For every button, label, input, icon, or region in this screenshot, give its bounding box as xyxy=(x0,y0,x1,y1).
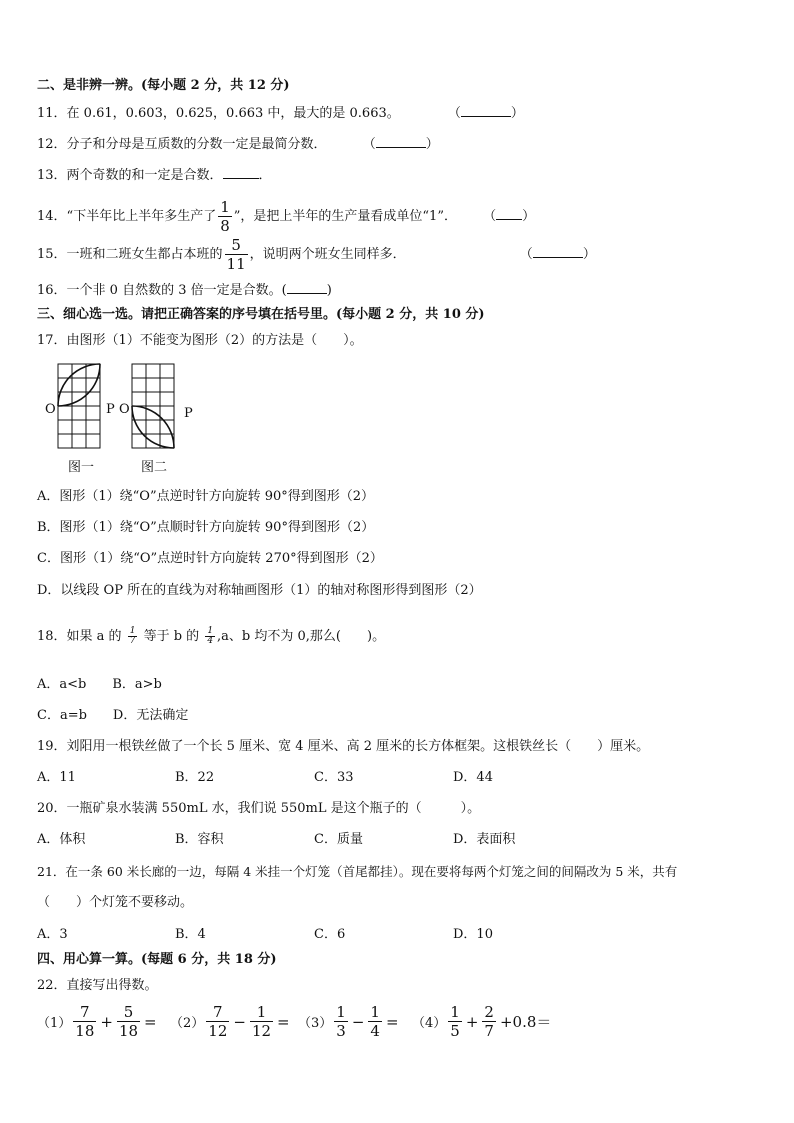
question-15-post: ，说明两个班女生同样多． xyxy=(249,247,406,262)
fraction xyxy=(448,1003,462,1040)
answer-blank-14[interactable] xyxy=(496,207,522,220)
denominator: 7 xyxy=(129,636,136,646)
numerator: 1 xyxy=(250,1003,273,1022)
question-11-text: 11．在 0.61，0.603，0.625，0.663 中，最大的是 0.663。 xyxy=(37,106,400,121)
option-19-a[interactable]: A．11 xyxy=(37,770,76,785)
answer-paren-close: ) xyxy=(326,283,332,298)
option-17-d[interactable]: D．以线段 OP 所在的直线为对称轴画图形（1）的轴对称图形得到图形（2） xyxy=(37,583,482,598)
question-21-line-1: 21．在一条 60 米长廊的一边，每隔 4 米挂一个灯笼（首尾都挂）。现在要将每两个灯笼之间的间隔改为 5 米，共有 xyxy=(37,864,678,879)
fraction xyxy=(205,627,215,646)
question-21-line-2: （ ）个灯笼不要移动。 xyxy=(37,895,194,910)
answer-blank-11[interactable] xyxy=(461,104,511,117)
option-20-d[interactable]: D．表面积 xyxy=(453,832,516,847)
answer-paren-close: ） xyxy=(425,137,439,152)
denominator: 4 xyxy=(207,636,214,646)
question-14 xyxy=(37,198,535,235)
options-18-ab[interactable]: A．a<b B．a>b xyxy=(37,677,162,692)
calc-item-1 xyxy=(37,1003,159,1040)
fraction xyxy=(334,1003,348,1040)
answer-paren-open: （ xyxy=(447,106,461,121)
section-heading-4: 四、用心算一算。(每题 6 分，共 18 分) xyxy=(37,952,277,967)
answer-paren-close: ） xyxy=(522,209,536,224)
operator: + xyxy=(100,1012,113,1031)
equals: = xyxy=(277,1012,290,1031)
answer-blank-13[interactable] xyxy=(223,166,259,179)
fraction xyxy=(117,1003,140,1040)
option-19-d[interactable]: D．44 xyxy=(453,770,493,785)
question-13-text: 13．两个奇数的和一定是合数． xyxy=(37,168,223,183)
calc-label: （2） xyxy=(170,1016,205,1031)
options-18-cd[interactable]: C．a=b D．无法确定 xyxy=(37,708,189,723)
question-16 xyxy=(37,281,332,300)
numerator: 1 xyxy=(207,626,214,636)
option-20-c[interactable]: C．质量 xyxy=(314,832,363,847)
denominator: 18 xyxy=(75,1022,95,1040)
fraction xyxy=(250,1003,273,1040)
calc-label: （3） xyxy=(298,1016,333,1031)
question-18 xyxy=(37,624,385,650)
denominator: 11 xyxy=(226,255,246,273)
operator: + xyxy=(465,1012,479,1031)
question-17: 17．由图形（1）不能变为图形（2）的方法是（ ）。 xyxy=(37,333,363,348)
figure-1-caption: 图一 xyxy=(68,460,95,475)
calc-label: （4） xyxy=(412,1016,447,1031)
numerator: 5 xyxy=(117,1003,140,1022)
question-22: 22．直接写出得数。 xyxy=(37,978,158,993)
fraction xyxy=(225,236,248,273)
question-11 xyxy=(37,104,524,123)
option-17-b[interactable]: B．图形（1）绕“O”点顺时针方向旋转 90°得到图形（2） xyxy=(37,520,375,535)
calc-label: （1） xyxy=(37,1016,72,1031)
denominator: 8 xyxy=(220,217,230,235)
option-17-c[interactable]: C．图形（1）绕“O”点逆时针方向旋转 270°得到图形（2） xyxy=(37,551,383,566)
question-18-mid: 等于 b 的 xyxy=(143,629,200,644)
option-21-a[interactable]: A．3 xyxy=(37,927,68,942)
numerator: 1 xyxy=(336,1003,346,1021)
figure-1-leaf xyxy=(58,364,100,406)
fraction xyxy=(128,627,138,646)
numerator: 7 xyxy=(73,1003,96,1022)
answer-paren-close: ） xyxy=(510,106,524,121)
option-21-b[interactable]: B．4 xyxy=(175,927,206,942)
calc-item-3 xyxy=(298,1003,401,1040)
answer-paren-close: ） xyxy=(582,247,596,262)
figure-2-caption: 图二 xyxy=(141,460,168,475)
question-12 xyxy=(37,135,439,154)
numerator: 7 xyxy=(206,1003,229,1022)
answer-blank-15[interactable] xyxy=(533,245,583,258)
fraction xyxy=(482,1003,496,1040)
denominator: 12 xyxy=(208,1022,228,1040)
question-13-end: ． xyxy=(258,168,272,183)
point-o-label: O xyxy=(119,402,130,417)
denominator: 3 xyxy=(336,1022,346,1040)
operator: − xyxy=(351,1012,365,1031)
option-21-c[interactable]: C．6 xyxy=(314,927,346,942)
numerator: 1 xyxy=(450,1003,460,1021)
denominator: 12 xyxy=(251,1022,272,1040)
figure-17 xyxy=(40,362,210,474)
question-18-post: ,a、b 均不为 0,那么( )。 xyxy=(217,629,386,644)
section-heading-2: 二、是非辨一辨。(每小题 2 分，共 12 分) xyxy=(37,78,290,93)
calc-item-4 xyxy=(412,1003,553,1040)
equals: = xyxy=(144,1012,157,1031)
answer-paren-open: （ xyxy=(519,247,533,262)
question-16-text: 16．一个非 0 自然数的 3 倍一定是合数。( xyxy=(37,283,287,298)
numerator: 5 xyxy=(225,236,248,255)
option-21-d[interactable]: D．10 xyxy=(453,927,493,942)
numerator: 2 xyxy=(484,1003,494,1021)
numerator: 1 xyxy=(370,1003,380,1021)
question-15-pre: 15．一班和二班女生都占本班的 xyxy=(37,247,223,262)
answer-blank-16[interactable] xyxy=(287,281,327,294)
question-12-text: 12．分子和分母是互质数的分数一定是最简分数． xyxy=(37,137,327,152)
question-15 xyxy=(37,236,596,273)
denominator: 4 xyxy=(370,1022,380,1040)
question-13 xyxy=(37,166,272,185)
point-p-label: P xyxy=(106,402,115,417)
figure-2-leaf xyxy=(132,406,174,448)
equals: = xyxy=(385,1012,399,1031)
point-p-label: P xyxy=(184,406,193,421)
numerator: 1 xyxy=(129,626,136,636)
option-20-a[interactable]: A．体积 xyxy=(37,832,86,847)
question-14-post: ”，是把上半年的生产量看成单位“1”． xyxy=(233,209,457,224)
question-18-pre: 18．如果 a 的 xyxy=(37,629,122,644)
answer-paren-open: （ xyxy=(483,209,497,224)
answer-paren-open: （ xyxy=(362,137,376,152)
fraction xyxy=(73,1003,96,1040)
option-19-b[interactable]: B．22 xyxy=(175,770,215,785)
question-14-pre: 14．“下半年比上半年多生产了 xyxy=(37,209,217,224)
calc-item-2 xyxy=(170,1003,292,1040)
answer-blank-12[interactable] xyxy=(376,135,426,148)
operator: − xyxy=(233,1012,246,1031)
section-heading-3: 三、细心选一选。请把正确答案的序号填在括号里。(每小题 2 分，共 10 分) xyxy=(37,307,485,322)
fraction xyxy=(206,1003,229,1040)
option-17-a[interactable]: A．图形（1）绕“O”点逆时针方向旋转 90°得到图形（2） xyxy=(37,489,375,504)
point-o-label: O xyxy=(45,402,56,417)
denominator: 18 xyxy=(118,1022,139,1040)
question-19: 19．刘阳用一根铁丝做了一个长 5 厘米、宽 4 厘米、高 2 厘米的长方体框架。这根铁丝长（ ）厘米。 xyxy=(37,739,650,754)
option-20-b[interactable]: B．容积 xyxy=(175,832,224,847)
fraction xyxy=(368,1003,382,1040)
question-20: 20．一瓶矿泉水装满 550mL 水，我们说 550mL 是这个瓶子的（ ）。 xyxy=(37,801,481,816)
numerator: 1 xyxy=(220,198,230,216)
fraction xyxy=(218,198,232,235)
denominator: 7 xyxy=(484,1022,494,1040)
option-19-c[interactable]: C．33 xyxy=(314,770,354,785)
calc-tail: +0.8＝ xyxy=(499,1013,552,1031)
denominator: 5 xyxy=(450,1022,460,1040)
